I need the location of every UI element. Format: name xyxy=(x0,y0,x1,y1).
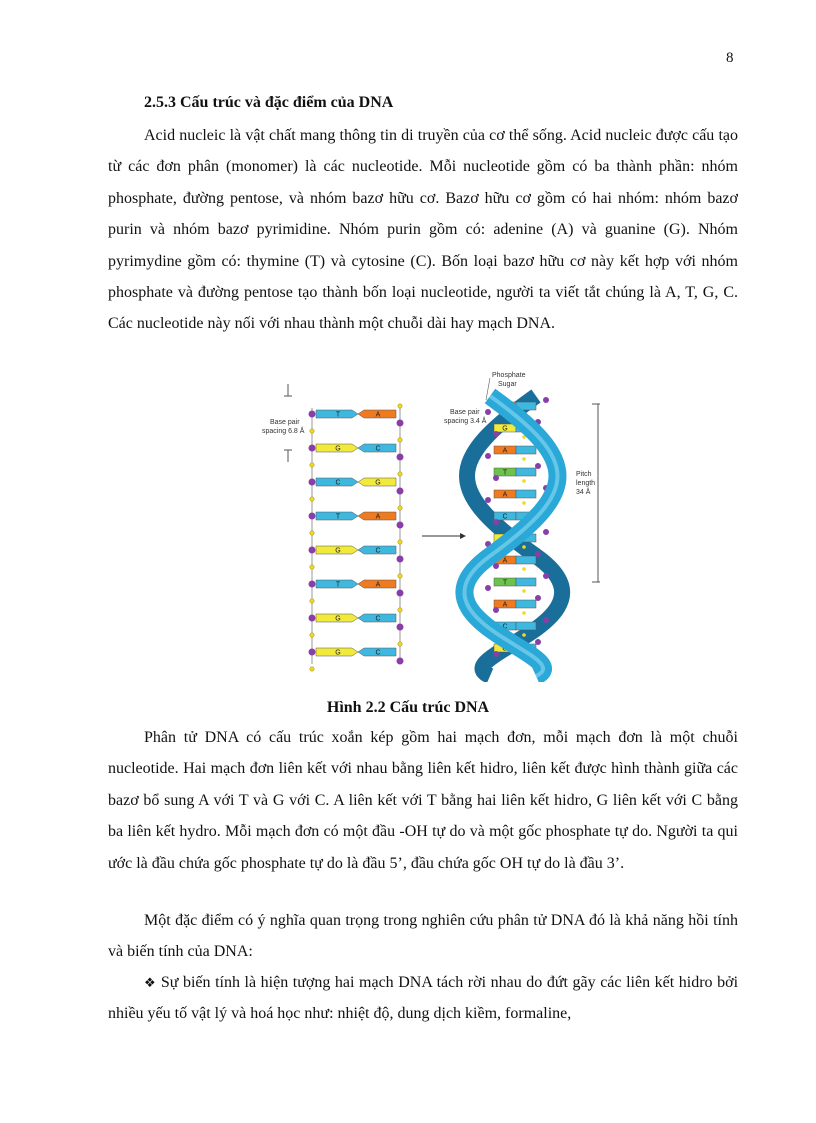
helix-base-right xyxy=(516,446,536,454)
helix-base-right xyxy=(516,600,536,608)
phosphate-dot xyxy=(397,556,404,563)
phosphate-dot xyxy=(535,463,541,469)
sugar-dot xyxy=(398,608,402,612)
sugar-dot xyxy=(398,506,402,510)
sugar-dot xyxy=(398,574,402,578)
ladder-base-pair xyxy=(309,608,404,637)
ladder-base-letter-right: C xyxy=(375,547,381,555)
phosphate-dot xyxy=(485,453,491,459)
ladder-base-letter-left: G xyxy=(335,547,341,555)
ladder-base-letter-left: G xyxy=(335,445,341,453)
sugar-dot xyxy=(522,479,526,483)
phosphate-dot xyxy=(493,651,499,657)
ladder-spacing-label-2: spacing 6.8 Å xyxy=(262,428,305,435)
sugar-dot xyxy=(522,501,526,505)
sugar-dot xyxy=(398,404,402,408)
sugar-dot xyxy=(522,545,526,549)
helix-base-letter: A xyxy=(502,557,508,565)
ladder-base-pair xyxy=(309,540,404,569)
ladder-base-letter-right: A xyxy=(375,513,381,521)
helix-base-right xyxy=(516,578,536,586)
ladder-base-pair xyxy=(309,642,404,671)
helix-base-letter: A xyxy=(502,491,508,499)
ladder-base-letter-left: G xyxy=(335,649,341,657)
phosphate-dot xyxy=(397,658,404,665)
helix-base-letter: A xyxy=(502,403,508,411)
diamond-bullet-icon: ❖ xyxy=(144,975,157,990)
phosphate-dot xyxy=(543,529,549,535)
phosphate-dot xyxy=(397,454,404,461)
phosphate-dot xyxy=(309,581,316,588)
helix-base-pair xyxy=(493,595,541,615)
transform-arrow xyxy=(422,533,466,539)
sugar-dot xyxy=(398,472,402,476)
phosphate-dot xyxy=(397,624,404,631)
helix-base-letter: C xyxy=(502,623,508,631)
phosphate-dot xyxy=(543,573,549,579)
helix-base-pair xyxy=(493,463,541,483)
sugar-dot xyxy=(310,633,314,637)
phosphate-dot xyxy=(493,607,499,613)
ladder-base-letter-right: A xyxy=(375,411,381,419)
phosphate-dot xyxy=(397,420,404,427)
ladder-base-letter-left: T xyxy=(335,411,341,419)
pitch-label-3: 34 Å xyxy=(576,489,591,496)
ladder-base-letter-right: C xyxy=(375,615,381,623)
phosphate-dot xyxy=(397,590,404,597)
sugar-dot xyxy=(310,531,314,535)
phosphate-dot xyxy=(485,585,491,591)
paragraph-intro: Acid nucleic là vật chất mang thông tin di truyền của cơ thể sống. Acid nucleic được cấu tạo từ các đơn phân (monomer) là các nucleotide. Mỗi nucleotide gồm có ba thành phần: nhóm phosphate, đường pentose, và nhóm bazơ hữu cơ. Bazơ hữu cơ gồm có hai nhóm: nhóm bazơ purin và nhóm bazơ pyrimidine. Nhóm purin gồm có: adenine (A) và guanine (G). Nhóm pyrimydine gồm có: thymine (T) và cytosine (C). Bốn loại bazơ hữu cơ này kết hợp với nhóm phosphate và đường pentose tạo thành bốn loại nucleotide, người ta viết tắt chúng là A, T, G, C. Các nucleotide này nối với nhau thành một chuỗi dài hay mạch DNA. xyxy=(108,127,738,333)
sugar-dot xyxy=(522,589,526,593)
ladder-base-pair xyxy=(309,438,404,467)
ladder-base-letter-left: C xyxy=(335,479,341,487)
sugar-dot xyxy=(522,611,526,615)
ladder-base-letter-right: C xyxy=(375,649,381,657)
helix-spacing-label-2: spacing 3.4 Å xyxy=(444,418,487,425)
sugar-dot xyxy=(398,438,402,442)
phosphate-dot xyxy=(535,639,541,645)
phosphate-dot xyxy=(543,397,549,403)
ladder-spacing-label-1: Base pair xyxy=(270,419,300,426)
paragraph-property: Một đặc điểm có ý nghĩa quan trọng trong nghiên cứu phân tử DNA đó là khả năng hồi tính và biến tính của DNA: xyxy=(108,912,738,961)
helix-base-right xyxy=(516,468,536,476)
sugar-dot xyxy=(398,642,402,646)
helix-base-right xyxy=(516,556,536,564)
phosphate-dot xyxy=(309,411,316,418)
sugar-label: Sugar xyxy=(498,381,517,388)
phosphate-dot xyxy=(397,522,404,529)
ladder-base-letter-right: C xyxy=(375,445,381,453)
pitch-label-2: length xyxy=(576,480,596,487)
phosphate-dot xyxy=(535,551,541,557)
helix-base-letter: G xyxy=(502,425,508,433)
bullet-text: Sự biến tính là hiện tượng hai mạch DNA tách rời nhau do đứt gãy các liên kết hidro bởi nhiều yếu tố vật lý và hoá học như: nhiệt độ, dung dịch kiềm, formaline, xyxy=(108,974,739,1023)
sugar-dot xyxy=(310,565,314,569)
pitch-label-1: Pitch xyxy=(576,471,592,478)
ladder-base-letter-right: G xyxy=(375,479,381,487)
sugar-dot xyxy=(310,497,314,501)
phosphate-dot xyxy=(309,445,316,452)
ladder-base-letter-left: T xyxy=(335,513,341,521)
sugar-dot xyxy=(522,567,526,571)
helix-base-letter: T xyxy=(502,579,508,587)
ladder-base-pair xyxy=(309,506,404,535)
ladder-base-letter-right: A xyxy=(375,581,381,589)
phosphate-label: Phosphate xyxy=(492,372,526,379)
sugar-dot xyxy=(398,540,402,544)
helix-base-letter: A xyxy=(502,447,508,455)
helix-base-right xyxy=(516,490,536,498)
ladder-base-letter-left: T xyxy=(335,581,341,589)
dna-ladder-diagram xyxy=(262,384,404,671)
ladder-base-pair xyxy=(309,574,404,603)
sugar-dot xyxy=(310,429,314,433)
ladder-base-pair xyxy=(309,472,404,501)
phosphate-dot xyxy=(493,431,499,437)
phosphate-dot xyxy=(493,519,499,525)
ladder-base-pair xyxy=(309,404,404,433)
sugar-dot xyxy=(522,457,526,461)
paragraph-structure: Phân tử DNA có cấu trúc xoắn kép gồm hai mạch đơn, mỗi mạch đơn là một chuỗi nucleotide. Hai mạch đơn liên kết với nhau bằng liên kết hidro, liên kết được hình thành giữa các bazơ bổ sung A với T và G với C. A liên kết với T bằng hai liên kết hidro, G liên kết với C bằng ba liên kết hydro. Mỗi mạch đơn có một đầu -OH tự do và một gốc phosphate tự do. Người ta qui ước là đầu chứa gốc phosphate tự do là đầu 5’, đầu chứa gốc OH tự do là đầu 3’. xyxy=(108,729,738,872)
sugar-dot xyxy=(310,463,314,467)
phosphate-dot xyxy=(309,649,316,656)
helix-base-right xyxy=(516,622,536,630)
helix-base-letter: C xyxy=(502,513,508,521)
sugar-dot xyxy=(310,599,314,603)
phosphate-dot xyxy=(493,475,499,481)
helix-base-pair xyxy=(485,573,549,593)
bullet-paragraph xyxy=(108,967,738,1030)
helix-base-letter: A xyxy=(502,601,508,609)
sugar-dot xyxy=(310,667,314,671)
helix-base-letter: G xyxy=(502,645,508,653)
figure-caption: Hình 2.2 Cấu trúc DNA xyxy=(326,699,490,716)
dna-figure xyxy=(254,366,600,682)
phosphate-dot xyxy=(543,617,549,623)
sugar-dot xyxy=(522,633,526,637)
phosphate-dot xyxy=(535,595,541,601)
ladder-base-letter-left: G xyxy=(335,615,341,623)
phosphate-dot xyxy=(309,479,316,486)
helix-base-letter: T xyxy=(502,469,508,477)
helix-spacing-label-1: Base pair xyxy=(450,409,480,416)
page-number: 8 xyxy=(726,50,734,66)
phosphate-dot xyxy=(309,513,316,520)
dna-double-helix xyxy=(444,372,600,676)
section-heading: 2.5.3 Cấu trúc và đặc điểm của DNA xyxy=(144,94,394,111)
phosphate-dot xyxy=(309,547,316,554)
phosphate-dot xyxy=(485,409,491,415)
phosphate-dot xyxy=(397,488,404,495)
phosphate-dot xyxy=(485,497,491,503)
helix-base-letter: G xyxy=(502,535,508,543)
phosphate-dot xyxy=(309,615,316,622)
